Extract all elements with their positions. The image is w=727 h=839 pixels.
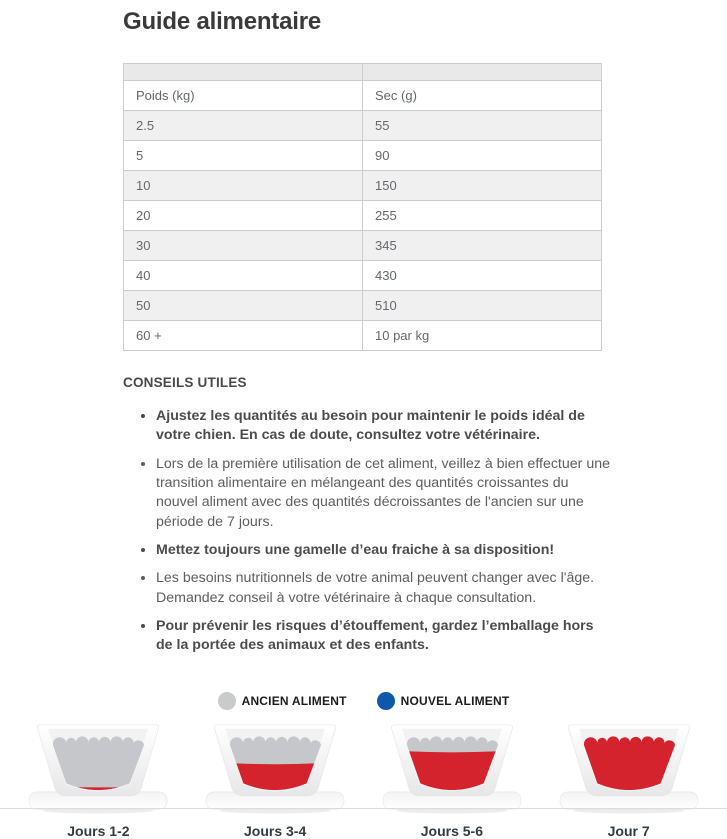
tip-item: • Mettez toujours une gamelle d’eau fraiche à sa disposition! [156, 541, 612, 560]
table-cell: 40 [124, 261, 363, 291]
table-row [124, 321, 602, 351]
feeding-table-strip [124, 64, 602, 81]
strip-cell [363, 64, 602, 81]
page-title: Guide alimentaire [123, 8, 321, 35]
bowl-icon [21, 722, 175, 814]
bowl-figure [187, 722, 364, 839]
nouvel-aliment-dot-icon [377, 692, 395, 710]
bowl-label: Jours 1-2 [67, 823, 130, 839]
table-cell: 345 [363, 231, 602, 261]
legend-item-ancien [218, 692, 347, 710]
legend-label-nouvel: NOUVEL ALIMENT [400, 694, 510, 709]
bowl-figure [540, 722, 717, 839]
table-row [124, 291, 602, 321]
table-header-row [124, 81, 602, 111]
bowl-icon [375, 722, 529, 814]
table-cell: 90 [363, 141, 602, 171]
legend-label-ancien: ANCIEN ALIMENT [241, 694, 347, 709]
table-row [124, 171, 602, 201]
main-content [123, 0, 612, 655]
table-strip-row [124, 64, 602, 81]
table-cell: 20 [124, 201, 363, 231]
table-row [124, 201, 602, 231]
column-header-poids: Poids (kg) [124, 81, 363, 111]
table-row [124, 141, 602, 171]
tip-item: • Pour prévenir les risques d’étouffement, gardez l’emballage hors de la portée des animaux et des enfants. [156, 617, 612, 656]
bowl-icon [198, 722, 352, 814]
table-cell: 510 [363, 291, 602, 321]
bowl-icon [552, 722, 706, 814]
table-cell: 5 [124, 141, 363, 171]
bowl-label: Jour 7 [607, 823, 650, 839]
bowls-row [0, 722, 727, 839]
tip-item: • Les besoins nutritionnels de votre animal peuvent changer avec l'âge. Demandez conseil à votre vétérinaire à chaque consultation. [156, 569, 612, 608]
table-cell: 60 + [124, 321, 363, 351]
table-cell: 255 [363, 201, 602, 231]
table-cell: 2.5 [124, 111, 363, 141]
bowl-label: Jours 3-4 [244, 823, 307, 839]
strip-cell [124, 64, 363, 81]
tip-item: • Lors de la première utilisation de cet aliment, veillez à bien effectuer une transition alimentaire en mélangeant des quantités croissantes du nouvel aliment avec des quantités décroissantes de l'ancien sur une période de 7 jours. [156, 455, 612, 532]
bowl-figure [364, 722, 541, 839]
bottom-divider [0, 808, 727, 809]
table-row [124, 261, 602, 291]
feeding-table-body [124, 81, 602, 351]
tips-list [123, 407, 612, 655]
table-row [124, 231, 602, 261]
legend-item-nouvel [377, 692, 510, 710]
table-cell: 30 [124, 231, 363, 261]
tip-item: • Ajustez les quantités au besoin pour maintenir le poids idéal de votre chien. En cas de doute, consultez votre vétérinaire. [156, 407, 612, 446]
table-cell: 50 [124, 291, 363, 321]
table-cell: 10 [124, 171, 363, 201]
column-header-sec: Sec (g) [363, 81, 602, 111]
table-cell: 150 [363, 171, 602, 201]
table-cell: 10 par kg [363, 321, 602, 351]
table-row [124, 111, 602, 141]
table-cell: 55 [363, 111, 602, 141]
bowl-label: Jours 5-6 [420, 823, 483, 839]
tips-heading: CONSEILS UTILES [123, 375, 247, 390]
table-cell: 430 [363, 261, 602, 291]
feeding-table [123, 63, 602, 351]
bowl-figure [10, 722, 187, 839]
food-transition-legend [0, 692, 727, 710]
ancien-aliment-dot-icon [218, 692, 236, 710]
